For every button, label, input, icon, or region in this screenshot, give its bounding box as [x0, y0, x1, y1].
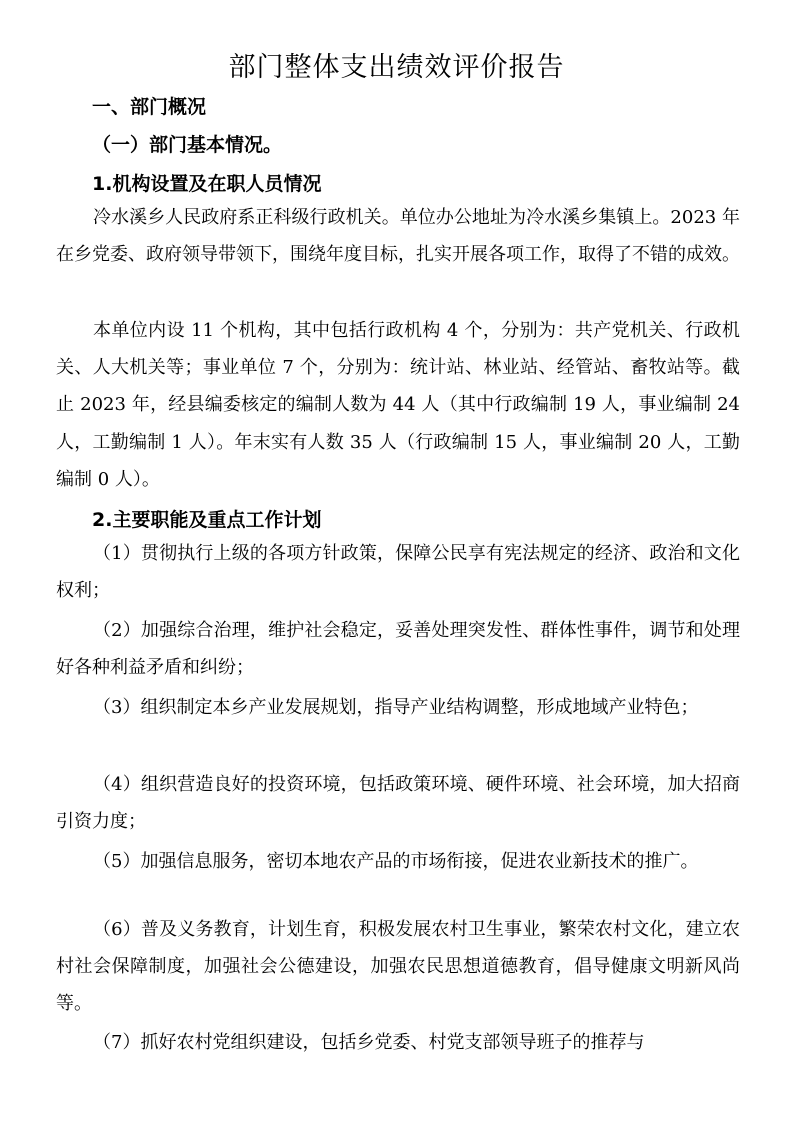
paragraph: 冷水溪乡人民政府系正科级行政机关。单位办公地址为冷水溪乡集镇上。2023 年在乡党委、政府领导带领下，围绕年度目标，扎实开展各项工作，取得了不错的成效。: [56, 207, 740, 266]
paragraph: （4）组织营造良好的投资环境，包括政策环境、硬件环境、社会环境，加大招商引资力度；: [56, 774, 740, 833]
document-title: 部门整体支出绩效评价报告: [228, 52, 565, 83]
paragraph: （6）普及义务教育，计划生育，积极发展农村卫生事业，繁荣农村文化，建立农村社会保障制度，加强社会公德建设，加强农民思想道德教育，倡导健康文明新风尚等。: [56, 919, 740, 1015]
paragraph: 本单位内设 11 个机构，其中包括行政机构 4 个，分别为：共产党机关、行政机关、人大机关等；事业单位 7 个，分别为：统计站、林业站、经管站、畜牧站等。截止 2023 年，经县编委核定的编制人数为 44 人（其中行政编制 19 人，事业编制 24 人，工勤编制 1 人）。年末实有人数 35 人（行政编制 15 人，事业编制 20 人，工勤编制 0 人）。: [56, 320, 740, 490]
paragraph: （2）加强综合治理，维护社会稳定，妥善处理突发性、群体性事件，调节和处理好各种利益矛盾和纠纷；: [56, 620, 740, 679]
paragraph: （1）贯彻执行上级的各项方针政策，保障公民享有宪法规定的经济、政治和文化权利；: [56, 543, 740, 602]
item-heading-organization: 1.机构设置及在职人员情况: [92, 173, 322, 195]
subsection-heading-basic-info: （一）部门基本情况。: [92, 134, 283, 156]
paragraph: （5）加强信息服务，密切本地农产品的市场衔接，促进农业新技术的推广。: [93, 851, 699, 872]
paragraph: （3）组织制定本乡产业发展规划，指导产业结构调整，形成地域产业特色；: [93, 697, 699, 718]
section-heading-overview: 一、部门概况: [92, 96, 207, 118]
paragraph: （7）抓好农村党组织建设，包括乡党委、村党支部领导班子的推荐与: [93, 1032, 645, 1053]
item-heading-functions: 2.主要职能及重点工作计划: [92, 509, 322, 531]
